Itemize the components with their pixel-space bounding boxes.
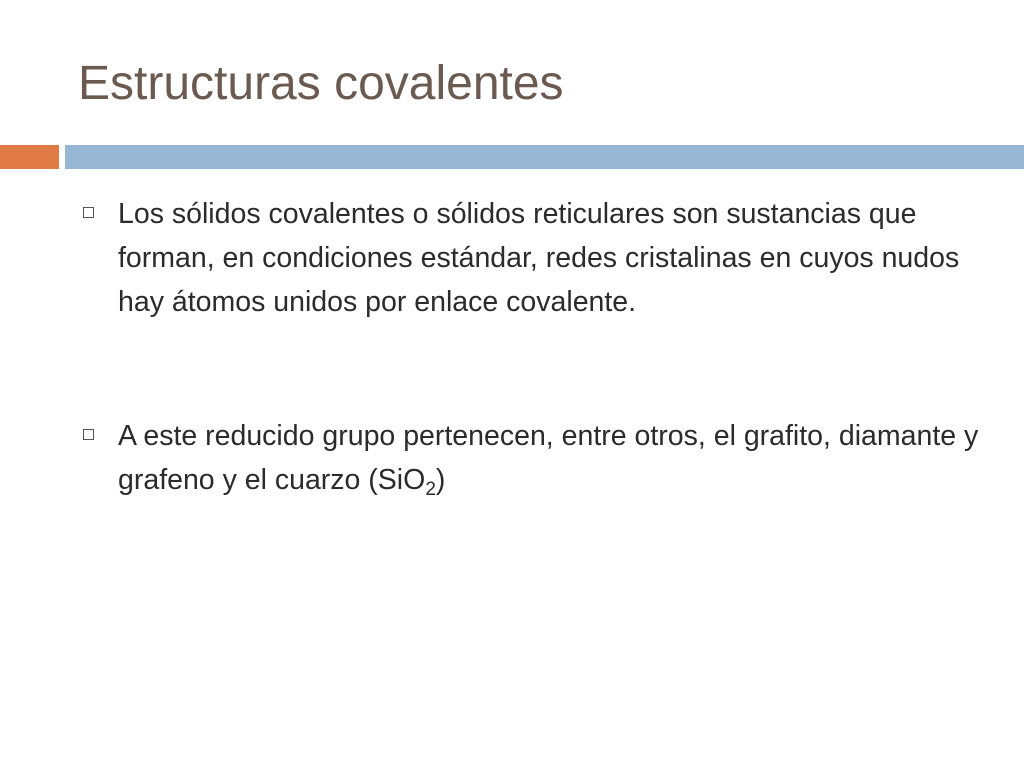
bullet-text bbox=[118, 420, 979, 500]
bullet-item bbox=[80, 192, 980, 324]
bullet-text-main: A este reducido grupo pertenecen, entre otros, el grafito, diamante y grafeno y el cuarzo (SiO bbox=[118, 420, 979, 496]
square-bullet-icon bbox=[83, 207, 94, 218]
bullet-list bbox=[80, 192, 980, 502]
slide-title: Estructuras covalentes bbox=[78, 57, 564, 110]
square-bullet-icon bbox=[83, 429, 94, 440]
bullet-text-closing: ) bbox=[435, 464, 446, 496]
title-underline-bar bbox=[65, 145, 1024, 169]
chemical-subscript: 2 bbox=[425, 479, 436, 500]
bullet-text: Los sólidos covalentes o sólidos reticulares son sustancias que forman, en condiciones estándar, redes cristalinas en cuyos nudos hay átomos unidos por enlace covalente. bbox=[118, 198, 960, 318]
title-accent-bar bbox=[0, 145, 59, 169]
bullet-item bbox=[80, 414, 980, 502]
